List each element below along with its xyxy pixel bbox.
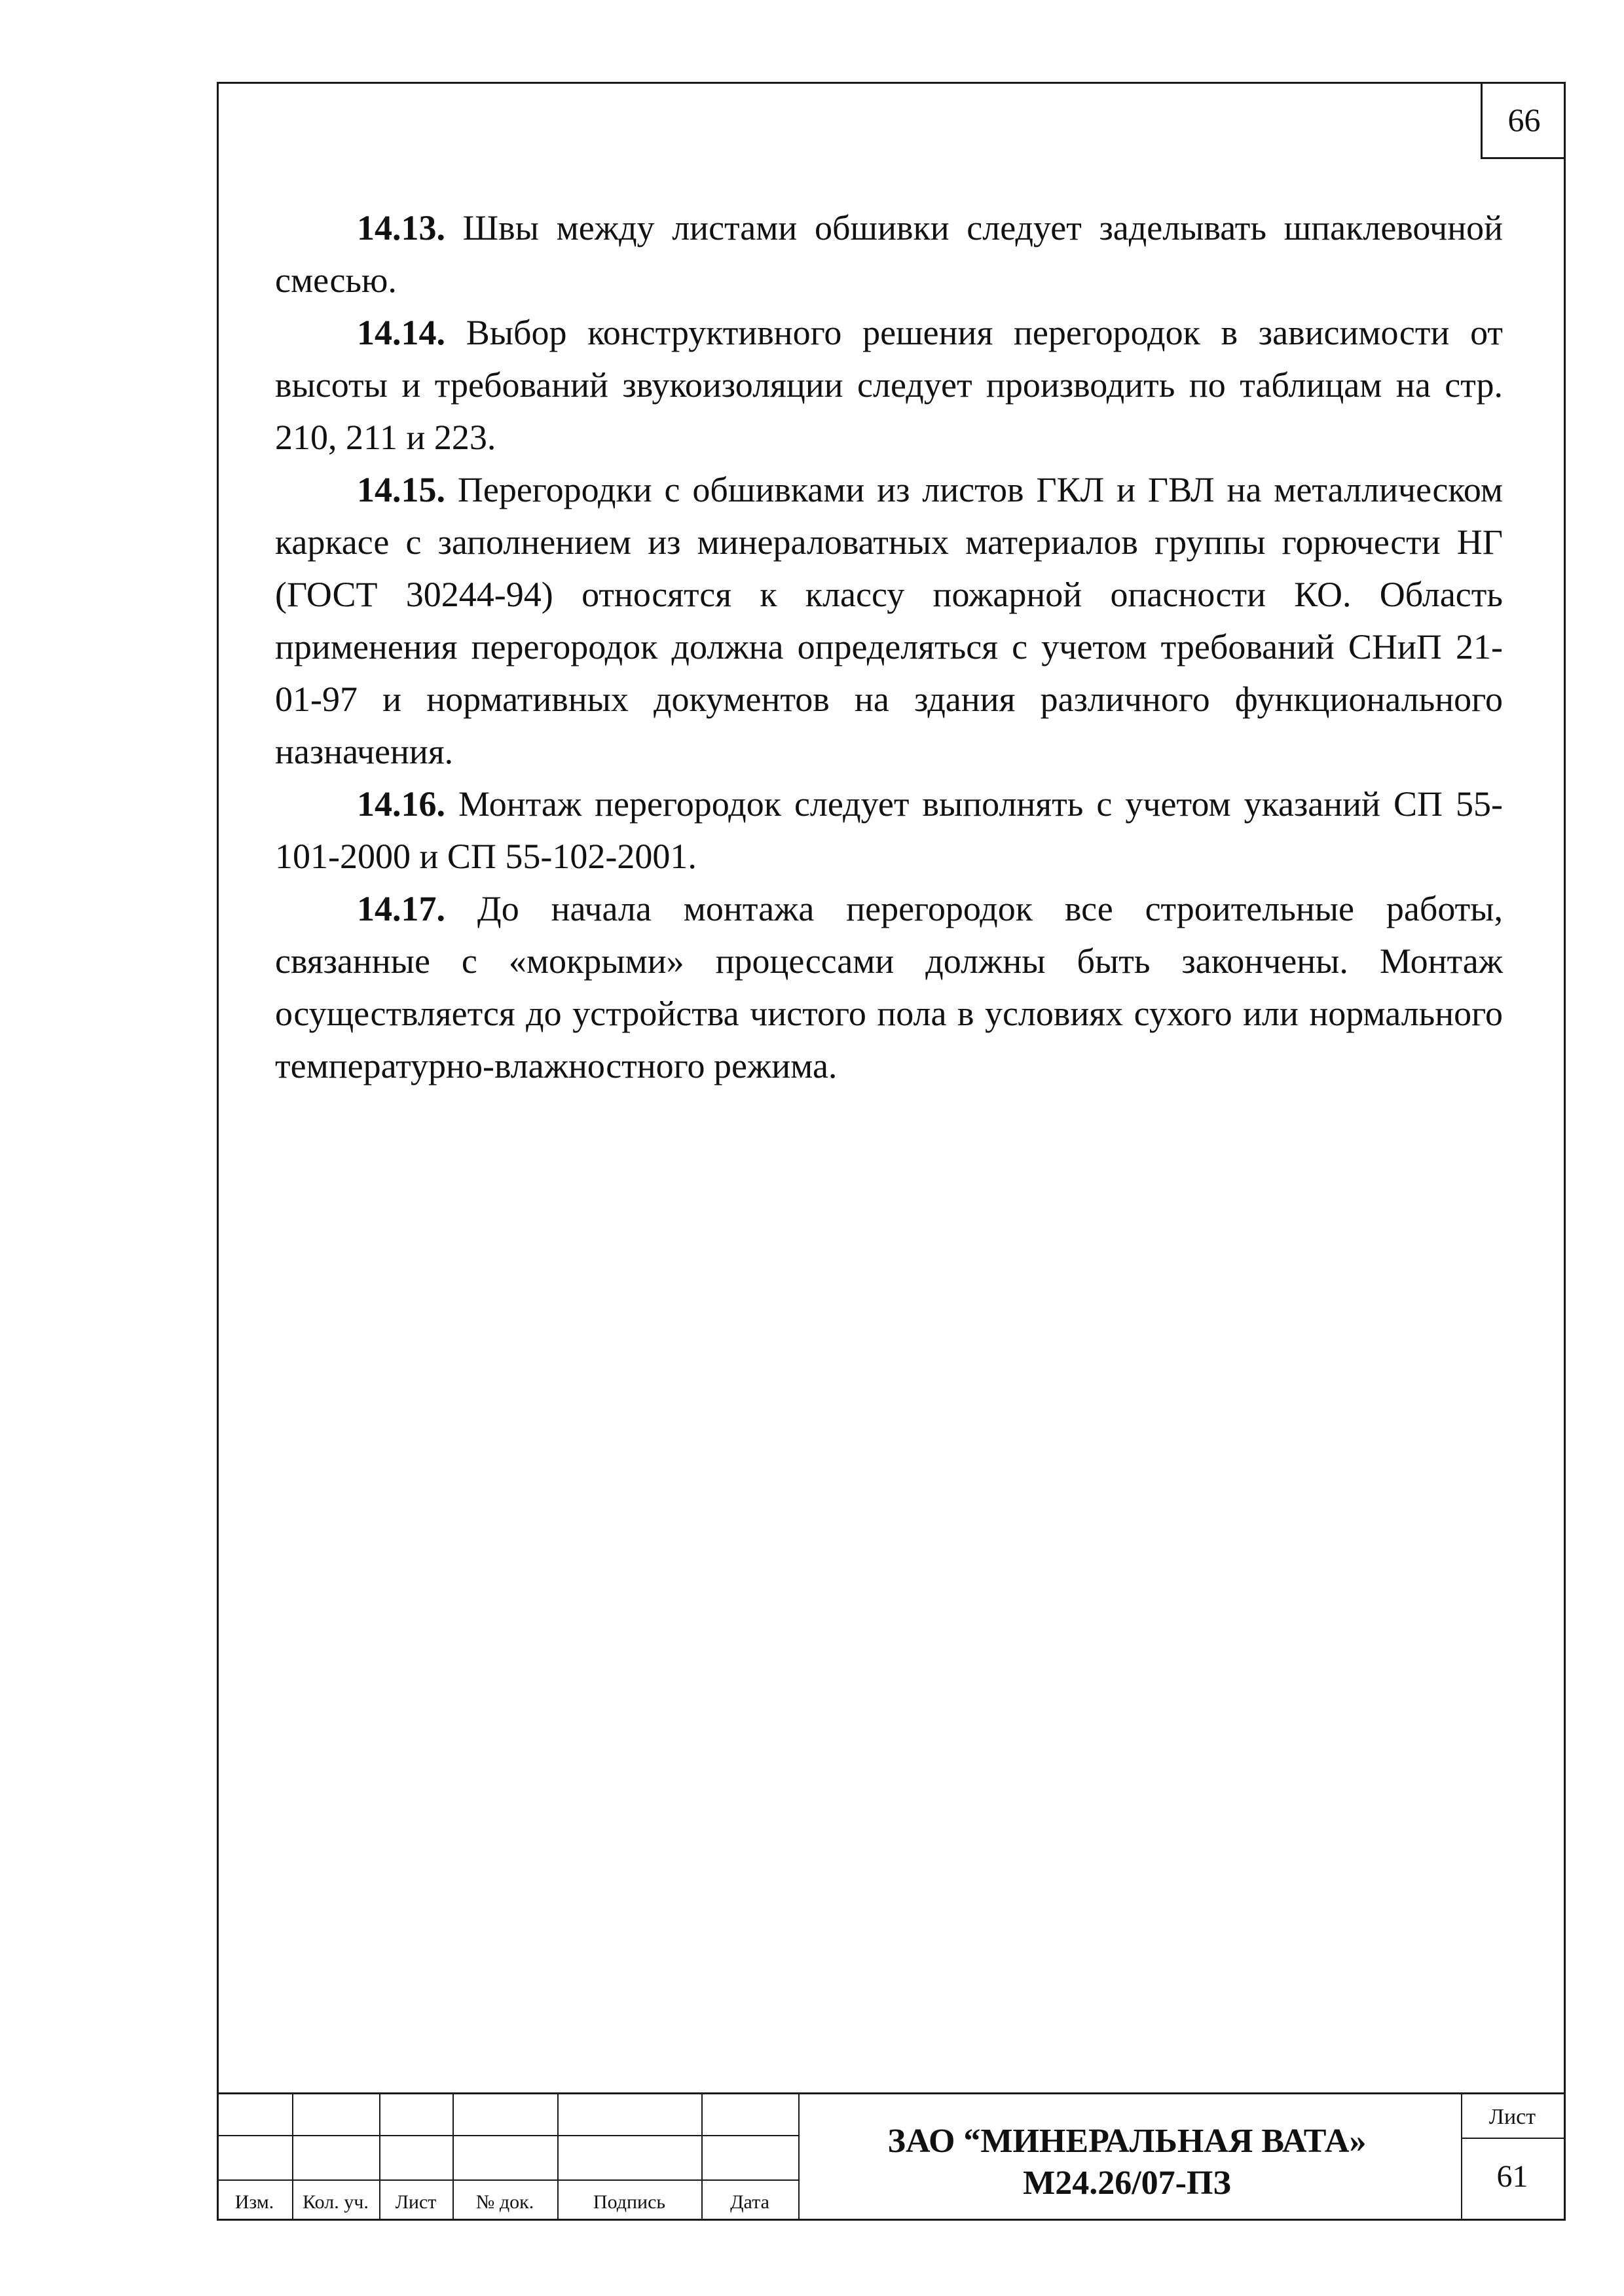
paragraph (275, 883, 1503, 1092)
column-label-date: Дата (730, 2191, 769, 2213)
page-number: 66 (1507, 101, 1541, 138)
clause-number: 14.15. (357, 470, 445, 509)
clause-number: 14.13. (357, 208, 445, 247)
column-label-sheet: Лист (395, 2191, 437, 2213)
document-code: М24.26/07-ПЗ (1023, 2164, 1231, 2202)
organization-name: ЗАО “МИНЕРАЛЬНАЯ ВАТА» (887, 2123, 1367, 2160)
document-body (275, 202, 1503, 1092)
clause-text: Монтаж перегородок следует выполнять с учетом указаний СП 55-101-2000 и СП 55-102-2001. (275, 784, 1503, 876)
clause-text: Перегородки с обшивками из листов ГКЛ и ГВЛ на металлическом каркасе с заполнением из минераловатных материалов группы горючести НГ (ГОСТ 30244-94) относятся к классу пожарной опасности КО. Область применения перегородок должна определяться с учетом требований СНиП 21-01-97 и нормативных документов на здания различного функционального назначения. (275, 470, 1503, 771)
title-block (217, 2092, 1566, 2221)
column-label-change: Изм. (234, 2191, 274, 2213)
organization-block (800, 2121, 1454, 2204)
column-label-count: Кол. уч. (303, 2191, 369, 2213)
clause-text: До начала монтажа перегородок все строительные работы, связанные с «мокрыми» процессами должны быть закончены. Монтаж осуществляется до устройства чистого пола в условиях сухого или нормального температурно-влажностного режима. (275, 889, 1503, 1085)
clause-number: 14.16. (357, 784, 445, 824)
page-number-box (1481, 82, 1566, 159)
clause-text: Выбор конструктивного решения перегородок в зависимости от высоты и требований звукоизоляции следует производить по таблицам на стр. 210, 211 и 223. (275, 313, 1503, 457)
paragraph (275, 778, 1503, 883)
column-label-signature: Подпись (593, 2191, 666, 2213)
paragraph (275, 464, 1503, 778)
sheet-label: Лист (1488, 2105, 1536, 2129)
clause-text: Швы между листами обшивки следует заделывать шпаклевочной смесью. (275, 208, 1503, 300)
clause-number: 14.14. (357, 313, 445, 352)
sheet-number: 61 (1496, 2159, 1528, 2194)
paragraph (275, 202, 1503, 306)
paragraph (275, 306, 1503, 464)
column-label-doc-number: № док. (475, 2191, 534, 2213)
clause-number: 14.17. (357, 889, 445, 928)
